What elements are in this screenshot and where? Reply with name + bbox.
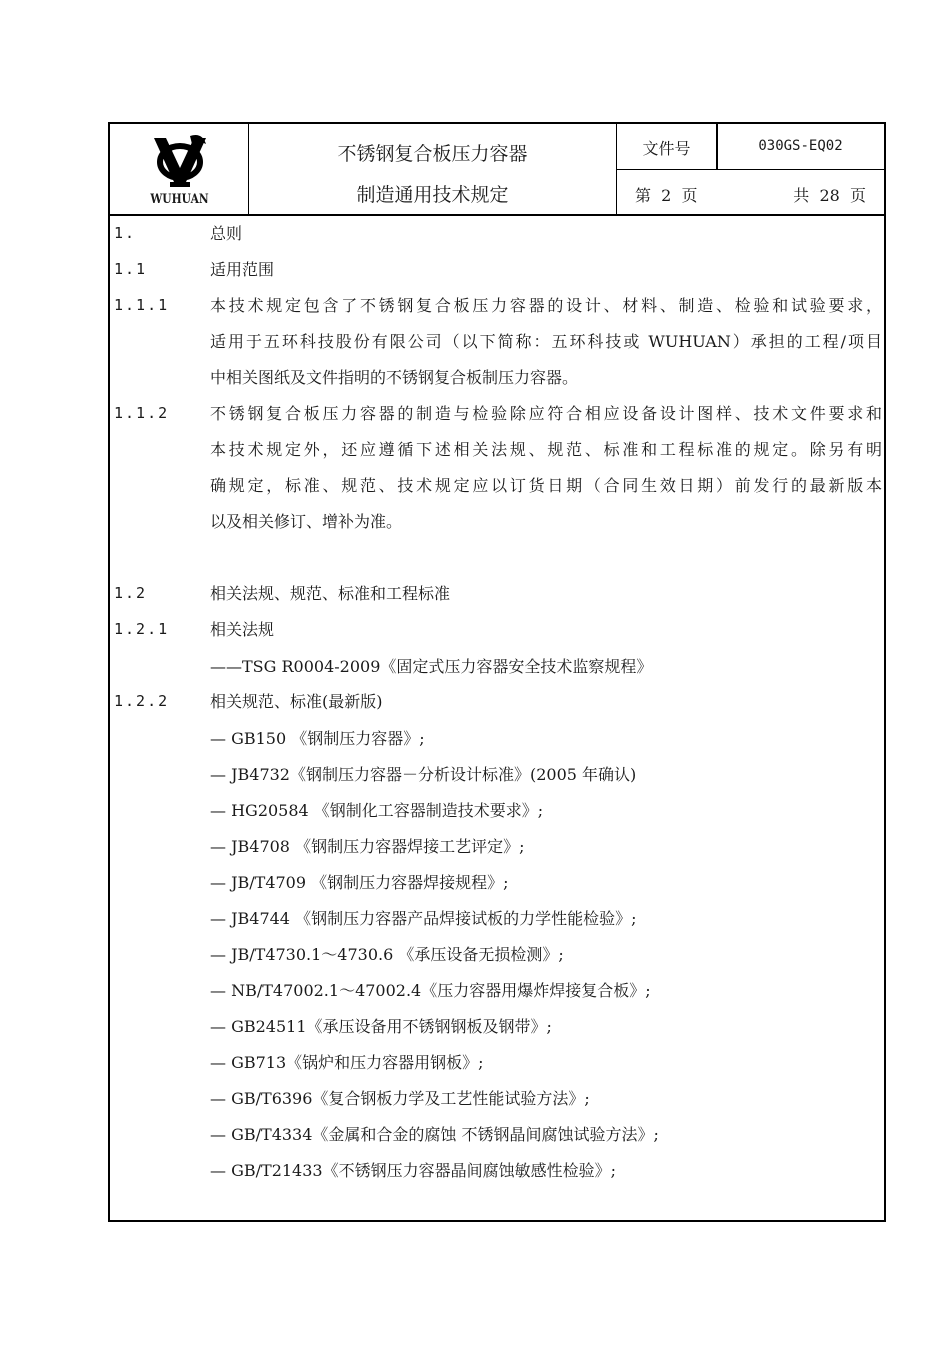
section-number: 1.1.2 <box>114 404 170 422</box>
reference-line: — GB/T4334《金属和合金的腐蚀 不锈钢晶间腐蚀试验方法》; <box>210 1125 659 1144</box>
section-1-1 <box>110 252 884 288</box>
section-1-1-1-line-3 <box>110 360 884 396</box>
paragraph-line: 确规定，标准、规范、技术规定应以订货日期（合同生效日期）前发行的最新版本 <box>210 476 882 495</box>
doc-number-value: 030GS-EQ02 <box>758 138 843 154</box>
section-number: 1.2.1 <box>114 620 170 638</box>
reference-line: — JB4732《钢制压力容器－分析设计标准》(2005 年确认) <box>210 765 637 784</box>
reference-line: — JB4708 《钢制压力容器焊接工艺评定》; <box>210 837 525 856</box>
standard-item <box>110 864 884 900</box>
reference-line: ——TSG R0004-2009《固定式压力容器安全技术监察规程》 <box>210 657 653 676</box>
section-heading: 相关法规 <box>210 620 275 639</box>
meta-cell <box>617 124 884 214</box>
section-heading: 相关法规、规范、标准和工程标准 <box>210 584 451 603</box>
paragraph-line: 本技术规定包含了不锈钢复合板压力容器的设计、材料、制造、检验和试验要求， <box>210 296 882 315</box>
paragraph-line: 以及相关修订、增补为准。 <box>210 512 403 531</box>
document-frame <box>108 122 886 1222</box>
reference-line: — GB/T6396《复合钢板力学及工艺性能试验方法》; <box>210 1089 590 1108</box>
total-pages: 共 28 页 <box>793 186 866 205</box>
standard-item <box>110 756 884 792</box>
section-1-1-1-line-2 <box>110 324 884 360</box>
title-cell <box>249 124 617 214</box>
document-header <box>110 124 884 216</box>
section-1-1-1-line-1 <box>110 288 884 324</box>
title-line-1: 不锈钢复合板压力容器 <box>337 143 528 165</box>
section-1-1-2-line-1 <box>110 396 884 432</box>
section-number: 1. <box>114 224 137 242</box>
section-heading: 总则 <box>210 224 243 243</box>
standard-item <box>110 720 884 756</box>
paragraph-line: 不锈钢复合板压力容器的制造与检验除应符合相应设备设计图样、技术文件要求和 <box>210 404 882 423</box>
section-1-2-2 <box>110 684 884 720</box>
section-1 <box>110 216 884 252</box>
section-number: 1.1.1 <box>114 296 170 314</box>
section-heading: 相关规范、标准(最新版) <box>210 692 383 711</box>
section-number: 1.2.2 <box>114 692 170 710</box>
reference-line: — JB/T4709 《钢制压力容器焊接规程》; <box>210 873 509 892</box>
standard-item <box>110 900 884 936</box>
standard-item <box>110 1116 884 1152</box>
section-1-2 <box>110 576 884 612</box>
paragraph-line: 适用于五环科技股份有限公司（以下简称：五环科技或 WUHUAN）承担的工程/项目 <box>210 332 882 351</box>
standard-item <box>110 828 884 864</box>
logo-cell <box>110 124 249 214</box>
reference-line: — GB24511《承压设备用不锈钢钢板及钢带》; <box>210 1017 552 1036</box>
standard-item <box>110 1044 884 1080</box>
title-line-2: 制造通用技术规定 <box>356 184 509 206</box>
page-number: 第 2 页 <box>635 186 698 205</box>
doc-number-row <box>617 124 884 170</box>
logo-text: WUHUAN <box>150 192 209 207</box>
standard-item <box>110 1152 884 1188</box>
section-1-1-2-line-3 <box>110 468 884 504</box>
reference-line: — JB/T4730.1～4730.6 《承压设备无损检测》; <box>210 945 564 964</box>
standard-item <box>110 792 884 828</box>
regulation-item <box>110 648 884 684</box>
paragraph-line: 本技术规定外，还应遵循下述相关法规、规范、标准和工程标准的规定。除另有明 <box>210 440 882 459</box>
doc-number-label: 文件号 <box>642 139 691 158</box>
standard-item <box>110 972 884 1008</box>
standard-item <box>110 1080 884 1116</box>
section-number: 1.2 <box>114 584 148 602</box>
reference-line: — NB/T47002.1～47002.4《压力容器用爆炸焊接复合板》; <box>210 981 651 1000</box>
reference-line: — GB/T21433《不锈钢压力容器晶间腐蚀敏感性检验》; <box>210 1161 616 1180</box>
section-1-1-2-line-4 <box>110 504 884 540</box>
section-1-2-1 <box>110 612 884 648</box>
reference-line: — HG20584 《钢制化工容器制造技术要求》; <box>210 801 544 820</box>
reference-line: — GB713《锅炉和压力容器用钢板》; <box>210 1053 484 1072</box>
section-heading: 适用范围 <box>210 260 275 279</box>
wuhuan-logo-icon <box>150 132 210 190</box>
paragraph-line: 中相关图纸及文件指明的不锈钢复合板制压力容器。 <box>210 368 579 387</box>
section-number: 1.1 <box>114 260 148 278</box>
reference-line: — JB4744 《钢制压力容器产品焊接试板的力学性能检验》; <box>210 909 637 928</box>
standard-item <box>110 936 884 972</box>
standard-item <box>110 1008 884 1044</box>
section-1-1-2-line-2 <box>110 432 884 468</box>
reference-line: — GB150 《钢制压力容器》; <box>210 729 425 748</box>
